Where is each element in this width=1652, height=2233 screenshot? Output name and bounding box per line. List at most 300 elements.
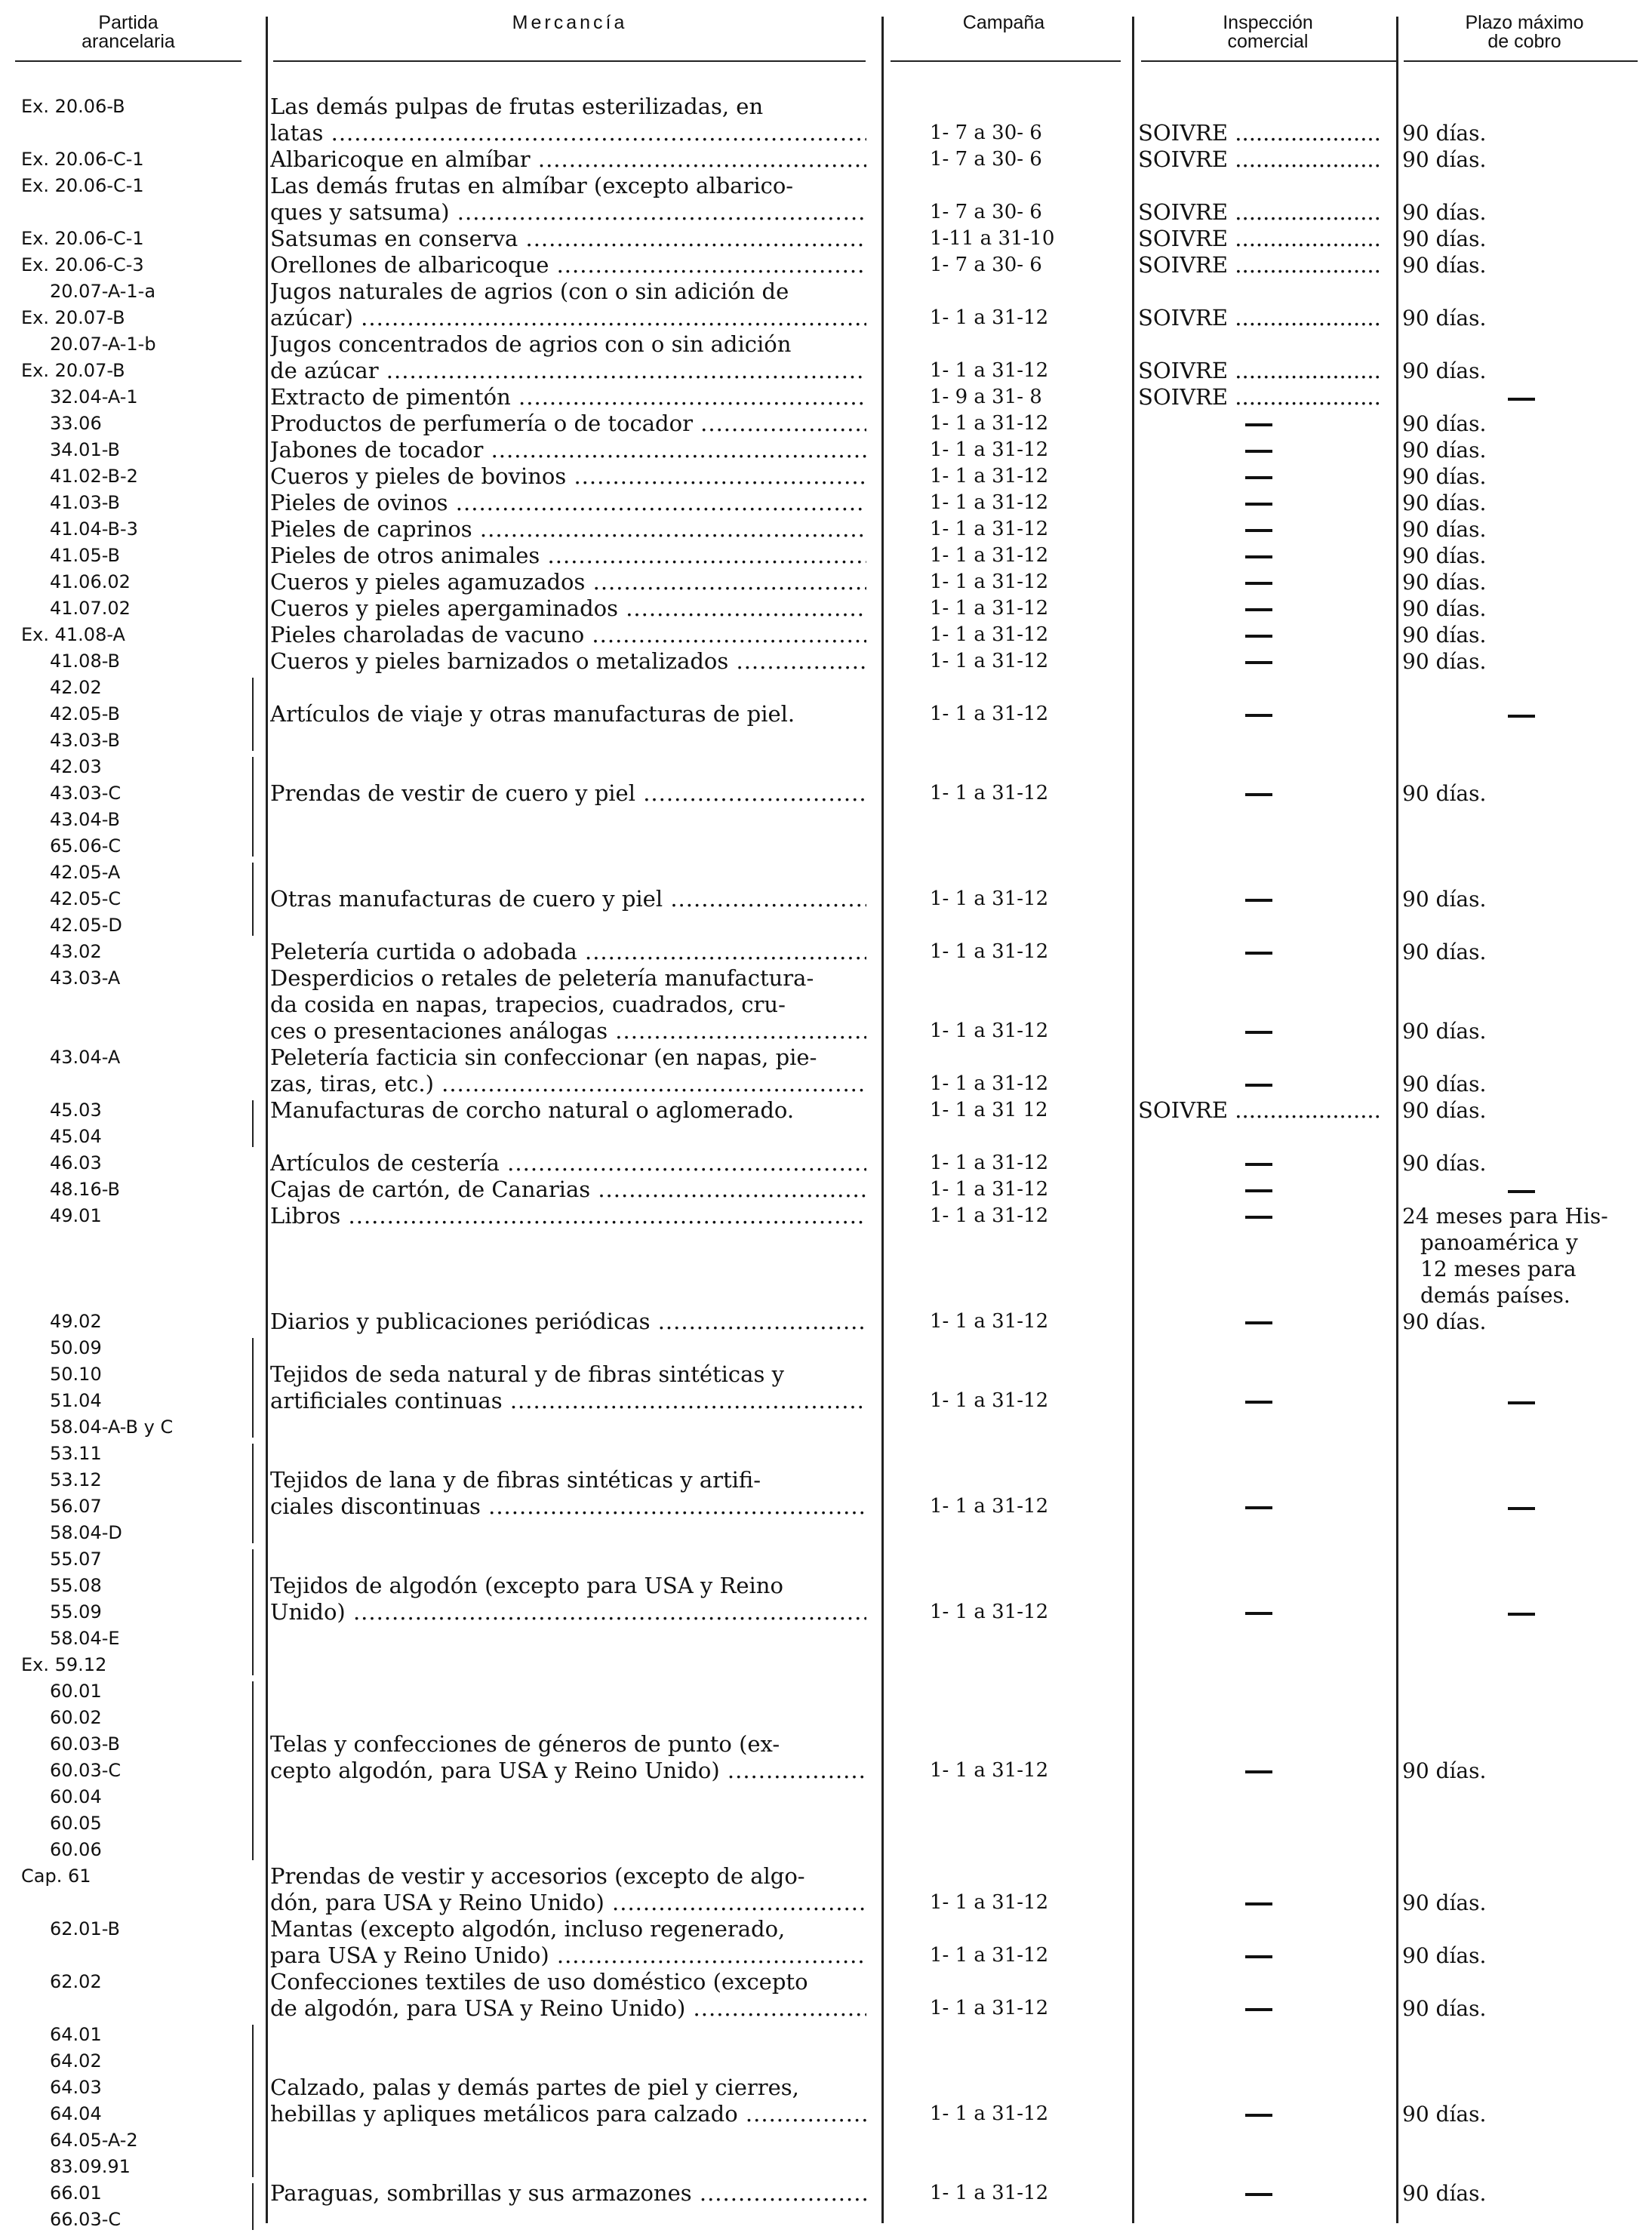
table-row bbox=[0, 595, 1652, 622]
partida-code: 33.06 bbox=[50, 413, 102, 434]
inspeccion-label: SOIVRE ..... bbox=[1138, 199, 1380, 225]
plazo-line: 90 días. bbox=[1402, 1151, 1487, 1176]
plazo-value bbox=[1402, 1388, 1644, 1414]
plazo-value bbox=[1402, 411, 1644, 437]
mercancia-line: Peletería facticia sin confeccionar (en napas, pie- bbox=[270, 1044, 817, 1070]
mercancia-description bbox=[270, 595, 866, 622]
partida-code: Ex. 20.06-C-3 bbox=[21, 254, 144, 275]
partida-code: 41.08-B bbox=[50, 651, 120, 672]
table-row bbox=[0, 754, 1652, 860]
header-rule-campana bbox=[891, 60, 1121, 62]
mercancia-line: Tejidos de lana y de fibras sintéticas y artifi- bbox=[270, 1467, 761, 1493]
campana-period: 1- 7 a 30- 6 bbox=[930, 254, 1042, 276]
dash-mark bbox=[1245, 1770, 1272, 1773]
mercancia-line: Productos de perfumería o de tocador ..... bbox=[270, 411, 866, 437]
mercancia-line: de azúcar ..... bbox=[270, 358, 866, 384]
campana-period: 1- 1 a 31-12 bbox=[930, 1020, 1049, 1042]
dash-mark bbox=[1245, 1216, 1272, 1219]
campana-period: 1- 1 a 31-12 bbox=[930, 571, 1049, 593]
dash-mark bbox=[1245, 1189, 1272, 1192]
plazo-value bbox=[1402, 226, 1644, 252]
partida-code: 64.05-A-2 bbox=[50, 2130, 138, 2151]
mercancia-line: Satsumas en conserva ..... bbox=[270, 226, 866, 252]
table-row bbox=[0, 411, 1652, 437]
dash-mark bbox=[1245, 608, 1272, 611]
plazo-line: 90 días. bbox=[1402, 887, 1487, 912]
dash-mark bbox=[1245, 1163, 1272, 1166]
mercancia-description bbox=[270, 543, 866, 569]
plazo-value bbox=[1402, 595, 1644, 622]
campana-period: 1- 1 a 31-12 bbox=[930, 1891, 1049, 1914]
plazo-line bbox=[1402, 1493, 1644, 1520]
campana-period: 1- 1 a 31-12 bbox=[930, 887, 1049, 910]
partida-code: 56.07 bbox=[50, 1496, 102, 1517]
mercancia-line: para USA y Reino Unido) ..... bbox=[270, 1942, 866, 1969]
partida-code: 58.04-D bbox=[50, 1522, 122, 1543]
dash-mark bbox=[1245, 1902, 1272, 1905]
mercancia-description bbox=[270, 1176, 866, 1203]
grouping-brace bbox=[252, 863, 261, 936]
campana-period: 1- 1 a 31 12 bbox=[930, 1099, 1048, 1121]
plazo-value bbox=[1402, 886, 1644, 912]
partida-code: 41.06.02 bbox=[50, 571, 131, 592]
header-mercancia bbox=[272, 14, 868, 32]
dash-mark bbox=[1245, 899, 1272, 902]
table-row bbox=[0, 1441, 1652, 1546]
mercancia-line: Prendas de vestir de cuero y piel ..... bbox=[270, 780, 866, 807]
partida-code: Ex. 20.07-B bbox=[21, 360, 125, 381]
partida-code: 46.03 bbox=[50, 1152, 102, 1173]
mercancia-line: Pieles de ovinos ..... bbox=[270, 490, 866, 516]
dash-mark bbox=[1245, 2008, 1272, 2011]
inspeccion-value bbox=[1138, 252, 1380, 278]
plazo-line: 90 días. bbox=[1402, 121, 1487, 146]
mercancia-description bbox=[270, 939, 866, 965]
partida-code: 66.03-C bbox=[50, 2209, 122, 2230]
mercancia-description bbox=[270, 384, 866, 411]
mercancia-description bbox=[270, 1863, 866, 1916]
mercancia-line: dón, para USA y Reino Unido) ..... bbox=[270, 1890, 866, 1916]
table-row bbox=[0, 1678, 1652, 1863]
mercancia-line: Tejidos de algodón (excepto para USA y Reino bbox=[270, 1573, 783, 1598]
inspeccion-label: SOIVRE ..... bbox=[1138, 252, 1380, 278]
dash-mark bbox=[1508, 1190, 1535, 1193]
plazo-value bbox=[1402, 437, 1644, 463]
mercancia-line: Cueros y pieles de bovinos ..... bbox=[270, 463, 866, 490]
plazo-line bbox=[1402, 1176, 1644, 1203]
campana-period: 1- 7 a 30- 6 bbox=[930, 201, 1042, 223]
mercancia-description bbox=[270, 1203, 866, 1229]
partida-code: 43.02 bbox=[50, 941, 102, 962]
dash-mark bbox=[1508, 715, 1535, 718]
campana-period: 1- 1 a 31-12 bbox=[930, 518, 1049, 540]
dash-mark bbox=[1245, 661, 1272, 664]
table-row bbox=[0, 1546, 1652, 1678]
plazo-value bbox=[1402, 2101, 1644, 2127]
partida-code: 62.01-B bbox=[50, 1918, 120, 1939]
mercancia-line: Calzado, palas y demás partes de piel y cierres, bbox=[270, 2075, 799, 2100]
dash-mark bbox=[1508, 1401, 1535, 1404]
plazo-line bbox=[1402, 701, 1644, 727]
dash-mark bbox=[1245, 2193, 1272, 2196]
partida-code: 64.03 bbox=[50, 2077, 102, 2098]
mercancia-line: Pieles de caprinos ..... bbox=[270, 516, 866, 543]
mercancia-description bbox=[270, 226, 866, 252]
plazo-value bbox=[1402, 1176, 1644, 1203]
mercancia-line: Extracto de pimentón ..... bbox=[270, 384, 866, 411]
grouping-brace bbox=[252, 1100, 261, 1147]
campana-period: 1- 1 a 31-12 bbox=[930, 1495, 1049, 1518]
partida-code: 60.03-B bbox=[50, 1733, 120, 1755]
mercancia-line: Otras manufacturas de cuero y piel ..... bbox=[270, 886, 866, 912]
inspeccion-label: SOIVRE ..... bbox=[1138, 226, 1380, 251]
campana-period: 1- 1 a 31-12 bbox=[930, 782, 1049, 804]
partida-code: 49.02 bbox=[50, 1311, 102, 1332]
partida-code: 20.07-A-1-b bbox=[50, 334, 156, 355]
mercancia-line: Orellones de albaricoque ..... bbox=[270, 252, 866, 278]
plazo-line: 90 días. bbox=[1402, 306, 1487, 331]
mercancia-description bbox=[270, 1916, 866, 1969]
campana-period: 1- 1 a 31-12 bbox=[930, 491, 1049, 514]
grouping-brace bbox=[252, 2025, 261, 2177]
table-row bbox=[0, 1335, 1652, 1441]
table-row bbox=[0, 252, 1652, 278]
table-row bbox=[0, 278, 1652, 331]
plazo-line: 90 días. bbox=[1402, 200, 1487, 225]
grouping-brace bbox=[252, 1444, 261, 1543]
mercancia-line: Las demás pulpas de frutas esterilizadas, en bbox=[270, 94, 764, 119]
inspeccion-value bbox=[1138, 199, 1380, 226]
mercancia-line: latas ..... bbox=[270, 120, 866, 146]
plazo-line: panoamérica y bbox=[1420, 1230, 1578, 1255]
plazo-line bbox=[1402, 1599, 1644, 1626]
partida-code: 50.09 bbox=[50, 1337, 102, 1358]
partida-code: 43.03-A bbox=[50, 967, 121, 989]
partida-code: 20.07-A-1-a bbox=[50, 281, 156, 302]
mercancia-line: Confecciones textiles de uso doméstico (excepto bbox=[270, 1969, 808, 1995]
plazo-line: 90 días. bbox=[1402, 253, 1487, 278]
campana-period: 1- 1 a 31-12 bbox=[930, 465, 1049, 488]
plazo-value bbox=[1402, 252, 1644, 278]
plazo-value bbox=[1402, 463, 1644, 490]
partida-code: 42.05-C bbox=[50, 888, 122, 909]
mercancia-line: azúcar) ..... bbox=[270, 305, 866, 331]
mercancia-line: cepto algodón, para USA y Reino Unido) ..... bbox=[270, 1758, 866, 1784]
inspeccion-value bbox=[1138, 120, 1380, 146]
mercancia-description bbox=[270, 516, 866, 543]
mercancia-description bbox=[270, 569, 866, 595]
mercancia-line: Cajas de cartón, de Canarias ..... bbox=[270, 1176, 866, 1203]
mercancia-description bbox=[270, 1097, 866, 1124]
table-row bbox=[0, 860, 1652, 939]
grouping-brace bbox=[252, 2183, 261, 2230]
partida-code: Ex. 41.08-A bbox=[21, 624, 125, 645]
campana-period: 1- 1 a 31-12 bbox=[930, 2182, 1049, 2204]
inspeccion-label: SOIVRE ..... bbox=[1138, 1097, 1380, 1123]
plazo-line: 90 días. bbox=[1402, 517, 1487, 542]
mercancia-line: Cueros y pieles agamuzados ..... bbox=[270, 569, 866, 595]
campana-period: 1- 1 a 31-12 bbox=[930, 623, 1049, 646]
plazo-line: 90 días. bbox=[1402, 570, 1487, 595]
partida-code: 41.07.02 bbox=[50, 598, 131, 619]
mercancia-description bbox=[270, 1150, 866, 1176]
dash-mark bbox=[1245, 529, 1272, 532]
table-row bbox=[0, 1916, 1652, 1969]
table-row bbox=[0, 1176, 1652, 1203]
mercancia-description bbox=[270, 1969, 866, 2022]
plazo-line: 90 días. bbox=[1402, 1758, 1487, 1783]
table-row bbox=[0, 648, 1652, 675]
partida-code: Ex. 20.06-C-1 bbox=[21, 228, 144, 249]
partida-code: 43.04-B bbox=[50, 809, 120, 830]
plazo-value bbox=[1402, 622, 1644, 648]
table-row bbox=[0, 1309, 1652, 1335]
table-row bbox=[0, 939, 1652, 965]
partida-code: 42.03 bbox=[50, 756, 102, 777]
table-row bbox=[0, 2022, 1652, 2180]
plazo-line: 90 días. bbox=[1402, 1943, 1487, 1968]
table-row bbox=[0, 437, 1652, 463]
campana-period: 1- 1 a 31-12 bbox=[930, 650, 1049, 672]
dash-mark bbox=[1245, 1084, 1272, 1087]
campana-period: 1- 1 a 31-12 bbox=[930, 597, 1049, 620]
table-row bbox=[0, 1969, 1652, 2022]
mercancia-line: ciales discontinuas ..... bbox=[270, 1493, 866, 1520]
plazo-value bbox=[1402, 384, 1644, 411]
partida-code: Ex. 59.12 bbox=[21, 1654, 107, 1675]
mercancia-line: hebillas y apliques metálicos para calzado ..... bbox=[270, 2101, 866, 2127]
mercancia-line: Peletería curtida o adobada ..... bbox=[270, 939, 866, 965]
campana-period: 1- 1 a 31-12 bbox=[930, 940, 1049, 963]
grouping-brace bbox=[252, 678, 261, 751]
mercancia-line: Desperdicios o retales de peletería manufactura- bbox=[270, 965, 814, 991]
campana-period: 1- 1 a 31-12 bbox=[930, 438, 1049, 461]
plazo-value bbox=[1402, 2180, 1644, 2207]
plazo-value bbox=[1402, 490, 1644, 516]
dash-mark bbox=[1245, 1506, 1272, 1509]
mercancia-line: Artículos de cestería ..... bbox=[270, 1150, 866, 1176]
plazo-line: 90 días. bbox=[1402, 543, 1487, 568]
table-row bbox=[0, 516, 1652, 543]
table-row bbox=[0, 1203, 1652, 1309]
dash-mark bbox=[1508, 1613, 1535, 1616]
mercancia-description bbox=[270, 94, 866, 146]
plazo-line: 90 días. bbox=[1402, 1098, 1487, 1123]
plazo-value bbox=[1402, 1071, 1644, 1097]
partida-code: 58.04-A-B y C bbox=[50, 1416, 174, 1438]
grouping-brace bbox=[252, 757, 261, 857]
mercancia-line: de algodón, para USA y Reino Unido) ..... bbox=[270, 1995, 866, 2022]
partida-code: 64.01 bbox=[50, 2024, 102, 2045]
partida-code: 83.09.91 bbox=[50, 2156, 131, 2177]
mercancia-line: Manufacturas de corcho natural o aglomerado. bbox=[270, 1097, 795, 1123]
inspeccion-value bbox=[1138, 305, 1380, 331]
mercancia-description bbox=[270, 780, 866, 807]
plazo-value bbox=[1402, 120, 1644, 146]
header-partida-text: Partida arancelaria bbox=[82, 12, 175, 52]
mercancia-line: Jabones de tocador ..... bbox=[270, 437, 866, 463]
mercancia-description bbox=[270, 1044, 866, 1097]
dash-mark bbox=[1245, 1401, 1272, 1404]
partida-code: 45.03 bbox=[50, 1100, 102, 1121]
partida-code: Ex. 20.06-C-1 bbox=[21, 149, 144, 170]
header-inspeccion-text: Inspección comercial bbox=[1223, 12, 1313, 52]
plazo-value bbox=[1402, 939, 1644, 965]
dash-mark bbox=[1245, 1031, 1272, 1034]
partida-code: 41.05-B bbox=[50, 545, 120, 566]
campana-period: 1- 9 a 31- 8 bbox=[930, 386, 1042, 408]
campana-period: 1- 1 a 31-12 bbox=[930, 1072, 1049, 1095]
mercancia-description bbox=[270, 1467, 866, 1520]
partida-code: 45.04 bbox=[50, 1126, 102, 1147]
campana-period: 1- 1 a 31-12 bbox=[930, 2102, 1049, 2125]
mercancia-line: Paraguas, sombrillas y sus armazones ..... bbox=[270, 2180, 866, 2207]
plazo-value bbox=[1402, 1493, 1644, 1520]
plazo-value bbox=[1402, 569, 1644, 595]
plazo-line: demás países. bbox=[1420, 1283, 1570, 1308]
table-row bbox=[0, 94, 1652, 146]
campana-period: 1- 7 a 30- 6 bbox=[930, 148, 1042, 171]
header-rule-mercancia bbox=[273, 60, 866, 62]
mercancia-description bbox=[270, 463, 866, 490]
dash-mark bbox=[1245, 793, 1272, 796]
plazo-value bbox=[1402, 543, 1644, 569]
table-row bbox=[0, 463, 1652, 490]
inspeccion-label: SOIVRE ..... bbox=[1138, 384, 1380, 410]
partida-code: Ex. 20.07-B bbox=[21, 307, 125, 328]
plazo-line bbox=[1402, 384, 1644, 411]
dash-mark bbox=[1245, 503, 1272, 506]
mercancia-line: Mantas (excepto algodón, incluso regenerado, bbox=[270, 1916, 786, 1942]
partida-code: 55.09 bbox=[50, 1601, 102, 1622]
inspeccion-label: SOIVRE ..... bbox=[1138, 146, 1380, 172]
mercancia-description bbox=[270, 886, 866, 912]
grouping-brace bbox=[252, 1338, 261, 1438]
header-plazo-text: Plazo máximo de cobro bbox=[1465, 12, 1584, 52]
campana-period: 1- 1 a 31-12 bbox=[930, 1389, 1049, 1412]
table-row bbox=[0, 1863, 1652, 1916]
inspeccion-label: SOIVRE ..... bbox=[1138, 305, 1380, 331]
campana-period: 1- 1 a 31-12 bbox=[930, 703, 1049, 725]
header-campana-text: Campaña bbox=[962, 12, 1045, 33]
mercancia-line: Jugos concentrados de agrios con o sin adición bbox=[270, 331, 792, 357]
mercancia-line: zas, tiras, etc.) ..... bbox=[270, 1071, 866, 1097]
plazo-line: 24 meses para His- bbox=[1402, 1204, 1608, 1229]
partida-code: 43.03-B bbox=[50, 730, 120, 751]
table-row bbox=[0, 1150, 1652, 1176]
dash-mark bbox=[1508, 398, 1535, 401]
plazo-line: 90 días. bbox=[1402, 1072, 1487, 1097]
mercancia-description bbox=[270, 252, 866, 278]
plazo-line: 12 meses para bbox=[1420, 1256, 1577, 1281]
partida-code: 55.07 bbox=[50, 1549, 102, 1570]
partida-code: 42.05-A bbox=[50, 862, 121, 883]
partida-code: 42.05-D bbox=[50, 915, 122, 936]
partida-code: 60.03-C bbox=[50, 1760, 122, 1781]
header-plazo bbox=[1404, 14, 1645, 51]
plazo-value bbox=[1402, 1758, 1644, 1784]
grouping-brace bbox=[252, 1681, 261, 1860]
inspeccion-label: SOIVRE ..... bbox=[1138, 120, 1380, 146]
mercancia-line: artificiales continuas ..... bbox=[270, 1388, 866, 1414]
dash-mark bbox=[1245, 1321, 1272, 1324]
campana-period: 1- 1 a 31-12 bbox=[930, 1997, 1049, 2019]
partida-code: 60.06 bbox=[50, 1839, 102, 1860]
campana-period: 1- 1 a 31-12 bbox=[930, 306, 1049, 329]
dash-mark bbox=[1245, 1955, 1272, 1958]
inspeccion-value bbox=[1138, 358, 1380, 384]
table-row bbox=[0, 965, 1652, 1044]
plazo-line: 90 días. bbox=[1402, 781, 1487, 806]
inspeccion-value bbox=[1138, 226, 1380, 252]
campana-period: 1- 7 a 30- 6 bbox=[930, 121, 1042, 144]
plazo-value bbox=[1402, 146, 1644, 173]
mercancia-description bbox=[270, 2180, 866, 2207]
dash-mark bbox=[1245, 635, 1272, 638]
header-rule-inspeccion bbox=[1141, 60, 1398, 62]
mercancia-description bbox=[270, 1361, 866, 1414]
plazo-line: 90 días. bbox=[1402, 940, 1487, 964]
mercancia-line: Artículos de viaje y otras manufacturas de piel. bbox=[270, 701, 795, 727]
table-row bbox=[0, 2180, 1652, 2233]
mercancia-line: Jugos naturales de agrios (con o sin adición de bbox=[270, 278, 789, 304]
partida-code: 65.06-C bbox=[50, 835, 122, 857]
partida-code: Cap. 61 bbox=[21, 1865, 91, 1887]
header-rule-partida bbox=[15, 60, 241, 62]
table-row bbox=[0, 1097, 1652, 1150]
mercancia-description bbox=[270, 146, 866, 173]
mercancia-description bbox=[270, 278, 866, 331]
plazo-line: 90 días. bbox=[1402, 1309, 1487, 1334]
partida-code: 34.01-B bbox=[50, 439, 120, 460]
partida-code: 43.04-A bbox=[50, 1047, 121, 1068]
mercancia-line: Las demás frutas en almíbar (excepto albarico- bbox=[270, 173, 794, 198]
partida-code: 43.03-C bbox=[50, 783, 122, 804]
table-row bbox=[0, 569, 1652, 595]
partida-code: 51.04 bbox=[50, 1390, 102, 1411]
campana-period: 1- 1 a 31-12 bbox=[930, 544, 1049, 567]
plazo-line: 90 días. bbox=[1402, 1019, 1487, 1044]
partida-code: 60.02 bbox=[50, 1707, 102, 1728]
mercancia-description bbox=[270, 1573, 866, 1626]
plazo-value bbox=[1402, 1309, 1644, 1335]
table-row bbox=[0, 173, 1652, 226]
plazo-value bbox=[1402, 648, 1644, 675]
plazo-value bbox=[1402, 780, 1644, 807]
partida-code: 41.03-B bbox=[50, 492, 120, 513]
plazo-value bbox=[1402, 305, 1644, 331]
table-row bbox=[0, 331, 1652, 384]
mercancia-description bbox=[270, 2075, 866, 2127]
campana-period: 1- 1 a 31-12 bbox=[930, 1601, 1049, 1623]
mercancia-description bbox=[270, 701, 866, 727]
partida-code: 53.11 bbox=[50, 1443, 102, 1464]
table-row bbox=[0, 384, 1652, 411]
dash-mark bbox=[1245, 952, 1272, 955]
plazo-line: 90 días. bbox=[1402, 649, 1487, 674]
mercancia-line: Telas y confecciones de géneros de punto (ex- bbox=[270, 1731, 780, 1757]
table-row bbox=[0, 146, 1652, 173]
plazo-value bbox=[1402, 1890, 1644, 1916]
mercancia-description bbox=[270, 490, 866, 516]
table-row bbox=[0, 490, 1652, 516]
campana-period: 1- 1 a 31-12 bbox=[930, 1152, 1049, 1174]
dash-mark bbox=[1245, 555, 1272, 558]
plazo-value bbox=[1402, 1942, 1644, 1969]
campana-period: 1- 1 a 31-12 bbox=[930, 1944, 1049, 1967]
mercancia-line: ques y satsuma) ..... bbox=[270, 199, 866, 226]
mercancia-line: Prendas de vestir y accesorios (excepto de algo- bbox=[270, 1863, 805, 1889]
